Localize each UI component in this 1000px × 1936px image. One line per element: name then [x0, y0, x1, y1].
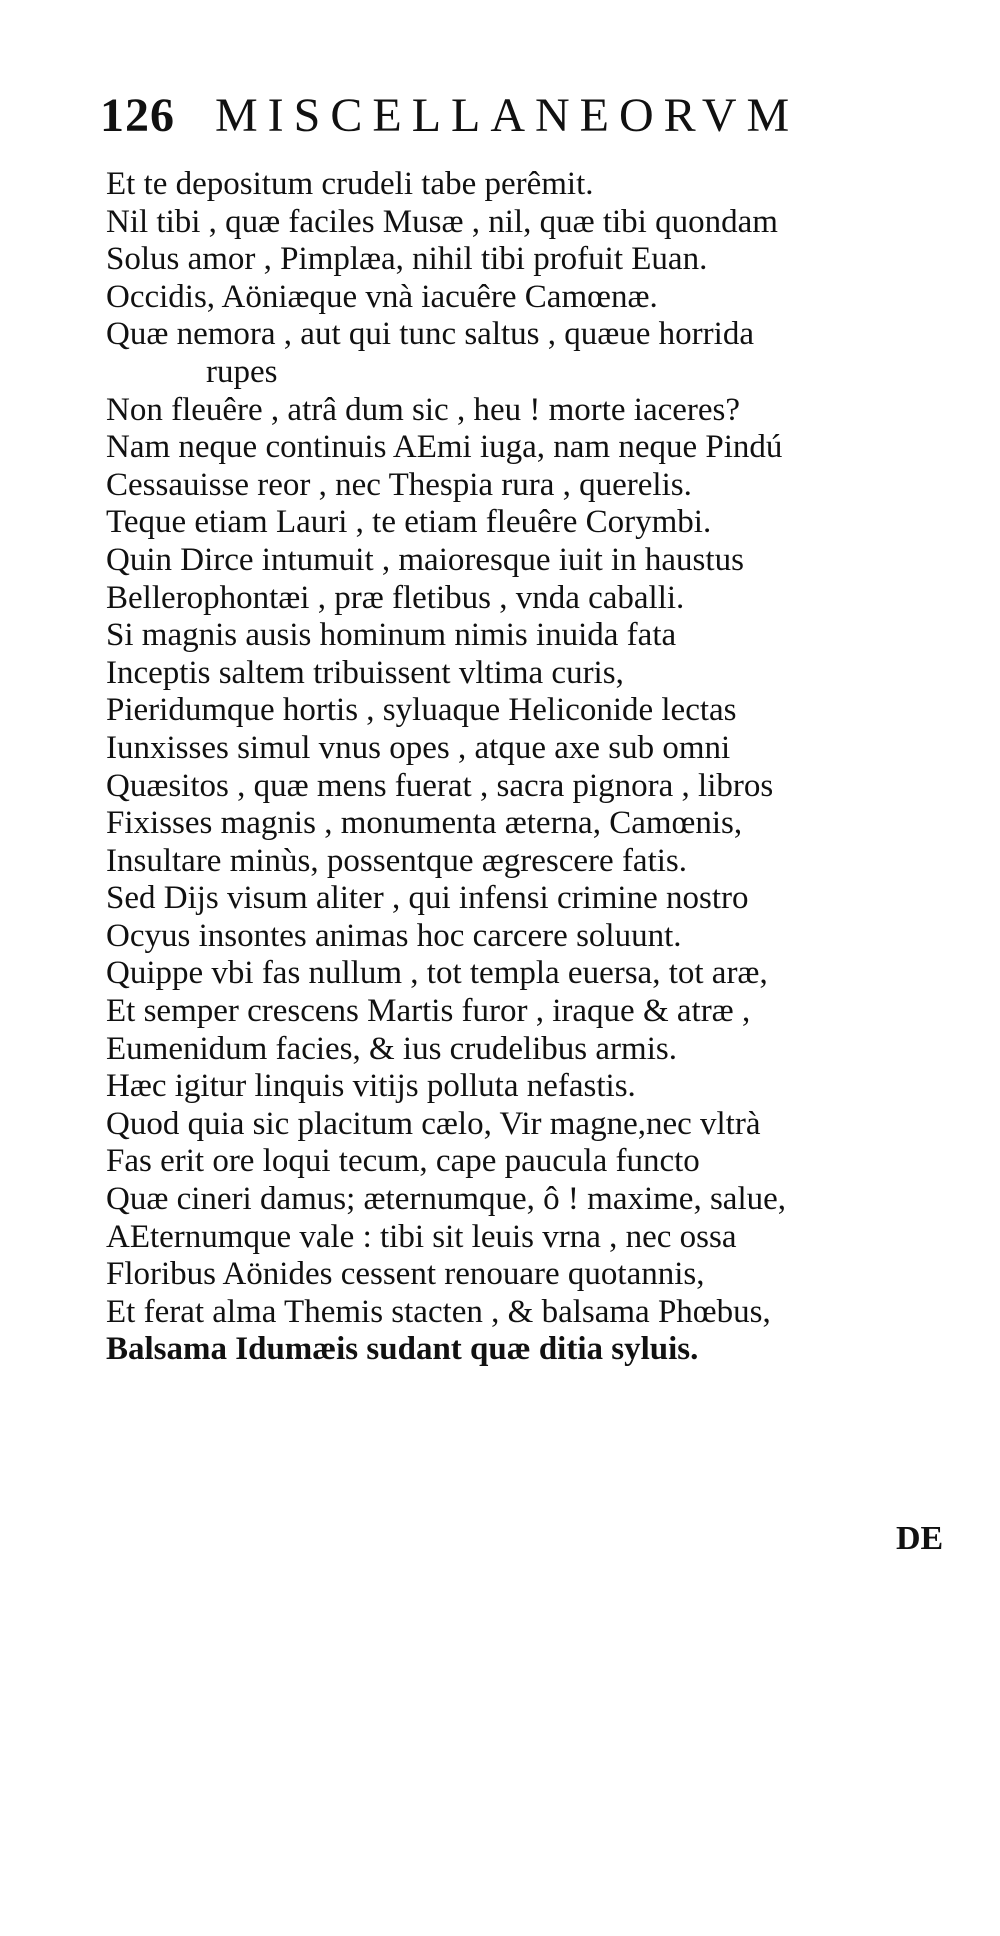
catchword: DE [896, 1520, 944, 1557]
verse-line-final: Balsama Idumæis sudant quæ ditia syluis. [106, 1331, 699, 1368]
verse-line: Solus amor , Pimplæa, nihil tibi profuit Euan. [106, 241, 708, 278]
verse-line: Iunxisses simul vnus opes , atque axe sub omni [106, 729, 731, 766]
verse-line: Quæ cineri damus; æternumque, ô ! maxime, salue, [106, 1181, 787, 1218]
page-header [100, 88, 880, 150]
page-number: 126 [100, 89, 175, 142]
verse-line-continuation: rupes [206, 353, 278, 390]
verse-line: Insultare minùs, possentque ægrescere fatis. [106, 842, 688, 879]
verse-line: Ocyus insontes animas hoc carcere soluunt. [106, 917, 682, 954]
verse-line: Et ferat alma Themis stacten , & balsama Phœbus, [106, 1293, 771, 1330]
verse-line: Pieridumque hortis , syluaque Heliconide lectas [106, 692, 737, 729]
verse-line: Quod quia sic placitum cælo, Vir magne,nec vltrà [106, 1105, 761, 1142]
verse-line: Inceptis saltem tribuissent vltima curis, [106, 654, 624, 691]
verse-line: Teque etiam Lauri , te etiam fleuêre Corymbi. [106, 504, 712, 541]
verse-line: Quæ nemora , aut qui tunc saltus , quæue horrida [106, 316, 754, 353]
verse-line: Bellerophontæi , præ fletibus , vnda caballi. [106, 579, 685, 616]
verse-line: Et semper crescens Martis furor , iraque & atræ , [106, 993, 751, 1030]
verse-line: Hæc igitur linquis vitijs polluta nefastis. [106, 1068, 636, 1105]
verse-line: Et te depositum crudeli tabe perêmit. [106, 166, 594, 202]
poem-text [106, 166, 956, 1369]
verse-line: Cessauisse reor , nec Thespia rura , querelis. [106, 466, 692, 503]
verse-line: Quippe vbi fas nullum , tot templa euersa, tot aræ, [106, 955, 768, 992]
verse-line: Nil tibi , quæ faciles Musæ , nil, quæ tibi quondam [106, 203, 778, 240]
verse-line: Occidis, Aöniæque vnà iacuêre Camœnæ. [106, 278, 658, 315]
running-title: MISCELLANEORVM [215, 89, 800, 142]
verse-line: Eumenidum facies, & ius crudelibus armis. [106, 1030, 677, 1067]
verse-line: Sed Dijs visum aliter , qui infensi crimine nostro [106, 880, 749, 917]
verse-line: Quin Dirce intumuit , maioresque iuit in haustus [106, 541, 744, 578]
verse-line: AEternumque vale : tibi sit leuis vrna , nec ossa [106, 1218, 737, 1255]
verse-line: Floribus Aönides cessent renouare quotannis, [106, 1256, 705, 1293]
verse-line: Non fleuêre , atrâ dum sic , heu ! morte iaceres? [106, 391, 741, 428]
verse-line: Quæsitos , quæ mens fuerat , sacra pignora , libros [106, 767, 774, 804]
verse-line: Fixisses magnis , monumenta æterna, Camœnis, [106, 805, 743, 842]
verse-line: Si magnis ausis hominum nimis inuida fata [106, 617, 677, 654]
verse-line: Fas erit ore loqui tecum, cape paucula functo [106, 1143, 700, 1180]
verse-line: Nam neque continuis AEmi iuga, nam neque Pindú [106, 429, 783, 466]
